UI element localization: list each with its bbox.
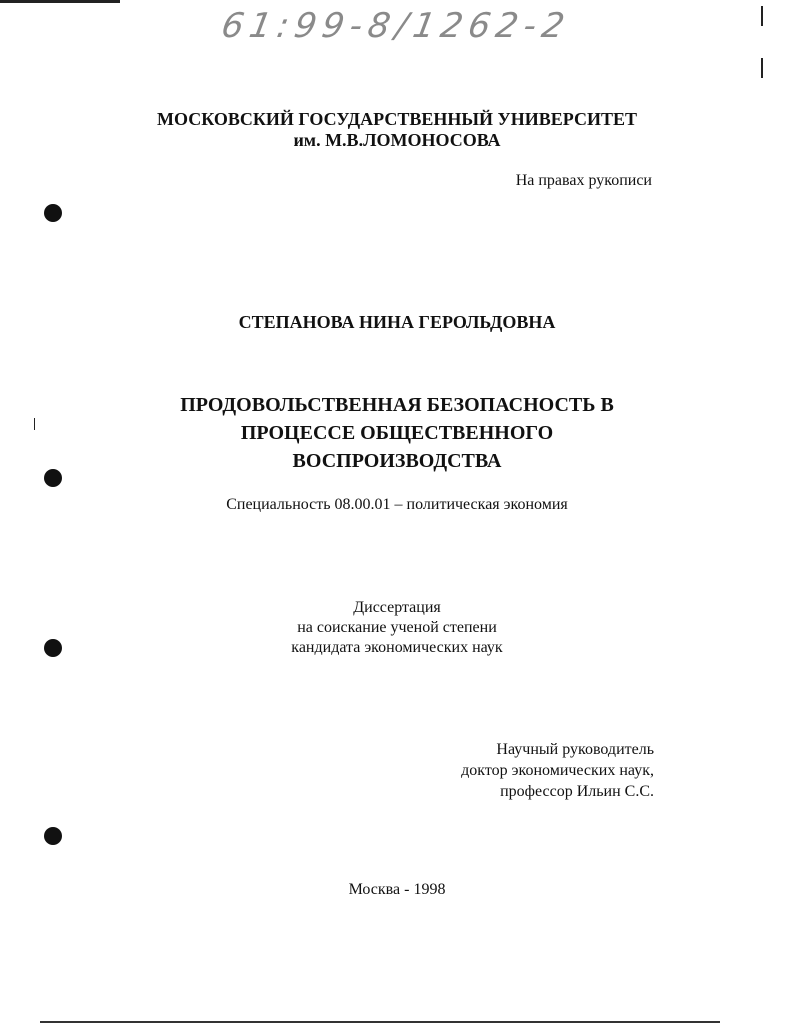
university-named-after: им. М.В.ЛОМОНОСОВА (293, 130, 501, 150)
degree-name: кандидата экономических наук (291, 639, 503, 656)
author-name: СТЕПАНОВА НИНА ГЕРОЛЬДОВНА (238, 312, 556, 332)
scan-edge-mark (761, 6, 763, 26)
title-line-1: ПРОДОВОЛЬСТВЕННАЯ БЕЗОПАСНОСТЬ В (180, 394, 614, 416)
dissertation-label: Диссертация (353, 599, 441, 616)
city-year: Москва - 1998 (348, 881, 446, 898)
punch-hole-icon (44, 827, 62, 845)
university-name: МОСКОВСКИЙ ГОСУДАРСТВЕННЫЙ УНИВЕРСИТЕТ (157, 109, 637, 129)
advisor-label: Научный руководитель (496, 741, 654, 758)
punch-hole-icon (44, 204, 62, 222)
registry-stamp: 61:99-8/1262-2 (218, 6, 574, 46)
scan-top-rule (0, 0, 120, 3)
scientific-advisor-block (461, 739, 654, 802)
university-header (0, 109, 794, 151)
scan-bottom-rule (40, 1021, 720, 1023)
advisor-name: профессор Ильин С.С. (500, 783, 654, 800)
degree-purpose: на соискание ученой степени (297, 619, 497, 636)
advisor-degree: доктор экономических наук, (461, 762, 654, 779)
manuscript-rights-note: На правах рукописи (515, 172, 652, 189)
dissertation-title (0, 391, 794, 475)
title-line-2: ПРОЦЕССЕ ОБЩЕСТВЕННОГО (240, 422, 554, 444)
dissertation-degree-block (0, 598, 794, 658)
title-line-3: ВОСПРОИЗВОДСТВА (292, 450, 502, 472)
scan-edge-mark (761, 58, 763, 78)
specialty-line: Специальность 08.00.01 – политическая экономия (226, 496, 568, 513)
